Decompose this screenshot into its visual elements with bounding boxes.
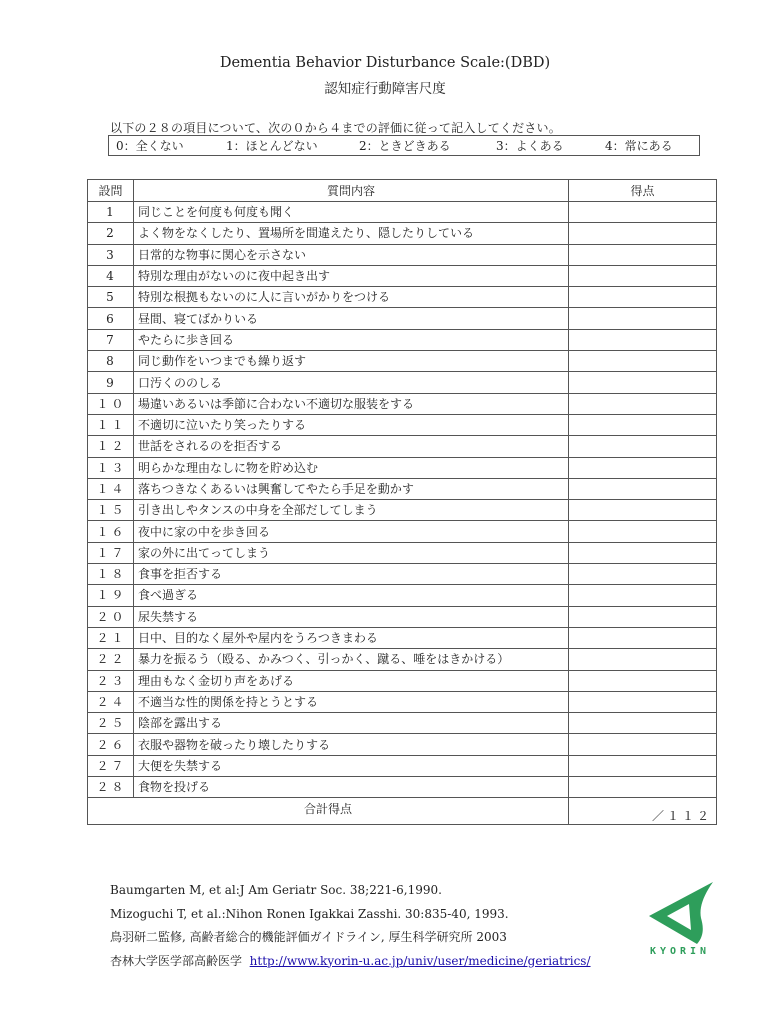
title-japanese: 認知症行動障害尺度 [324, 81, 446, 97]
table-row [88, 457, 717, 478]
score-field[interactable] [569, 457, 717, 478]
question-number: ２０ [88, 606, 134, 627]
question-number: ２２ [88, 649, 134, 670]
question-number: ２７ [88, 755, 134, 776]
score-field[interactable] [569, 223, 717, 244]
question-number: 7 [88, 329, 134, 350]
score-field[interactable] [569, 308, 717, 329]
table-row [88, 329, 717, 350]
logo-text: KYORIN [649, 946, 711, 957]
question-number: 3 [88, 244, 134, 265]
table-row [88, 521, 717, 542]
question-number: ２４ [88, 691, 134, 712]
question-text: 日中、目的なく屋外や屋内をうろつきまわる [134, 627, 569, 648]
score-field[interactable] [569, 585, 717, 606]
question-number: １４ [88, 478, 134, 499]
table-row [88, 670, 717, 691]
score-field[interactable] [569, 393, 717, 414]
question-number: ２５ [88, 713, 134, 734]
score-field[interactable] [569, 713, 717, 734]
table-row [88, 564, 717, 585]
table-row [88, 308, 717, 329]
table-row [88, 351, 717, 372]
question-text: 食事を拒否する [134, 564, 569, 585]
question-text: 不適切に泣いたり笑ったりする [134, 414, 569, 435]
question-text: 暴力を振るう（殴る、かみつく、引っかく、蹴る、唾をはきかける） [134, 649, 569, 670]
table-row [88, 755, 717, 776]
question-text: 衣服や器物を破ったり壊したりする [134, 734, 569, 755]
question-text: 落ちつきなくあるいは興奮してやたら手足を動かす [134, 478, 569, 499]
question-text: 尿失禁する [134, 606, 569, 627]
score-field[interactable] [569, 521, 717, 542]
question-number: ２３ [88, 670, 134, 691]
question-text: 日常的な物事に関心を示さない [134, 244, 569, 265]
question-number: １９ [88, 585, 134, 606]
question-number: ２１ [88, 627, 134, 648]
question-number: ２８ [88, 777, 134, 798]
scale-0: 0：全くない [116, 139, 184, 153]
table-row [88, 585, 717, 606]
question-text: 場違いあるいは季節に合わない不適切な服装をする [134, 393, 569, 414]
reference-1: Baumgarten M, et al:J Am Geriatr Soc. 38;221-6,1990. [110, 883, 442, 897]
title-english: Dementia Behavior Disturbance Scale:(DBD) [219, 55, 551, 71]
table-row [88, 202, 717, 223]
question-text: 陰部を露出する [134, 713, 569, 734]
question-number: 9 [88, 372, 134, 393]
score-field[interactable] [569, 564, 717, 585]
question-text: 引き出しやタンスの中身を全部だしてしまう [134, 500, 569, 521]
table-row [88, 393, 717, 414]
score-field[interactable] [569, 627, 717, 648]
question-text: 家の外に出てってしまう [134, 542, 569, 563]
question-text: よく物をなくしたり、置場所を間違えたり、隠したりしている [134, 223, 569, 244]
table-row [88, 627, 717, 648]
score-field[interactable] [569, 755, 717, 776]
question-number: １７ [88, 542, 134, 563]
scale-legend [108, 135, 700, 156]
question-number: ２６ [88, 734, 134, 755]
question-number: 8 [88, 351, 134, 372]
scale-4: 4：常にある [605, 139, 673, 153]
question-text: 同じ動作をいつまでも繰り返す [134, 351, 569, 372]
question-number: 1 [88, 202, 134, 223]
question-text: 食物を投げる [134, 777, 569, 798]
total-label: 合計得点 [88, 798, 569, 825]
question-text: 昼間、寝てばかりいる [134, 308, 569, 329]
score-field[interactable] [569, 414, 717, 435]
question-text: 同じことを何度も何度も聞く [134, 202, 569, 223]
table-row [88, 436, 717, 457]
table-row [88, 287, 717, 308]
header-question: 質問内容 [134, 180, 569, 202]
instruction-text: 以下の２８の項目について、次の０から４までの評価に従って記入してください。 [110, 121, 561, 135]
table-row [88, 649, 717, 670]
department-name: 杏林大学医学部高齢医学 [110, 953, 243, 968]
scale-1: 1：ほとんどない [226, 139, 318, 153]
total-score-field[interactable]: ／１１２ [569, 798, 717, 825]
question-text: 大便を失禁する [134, 755, 569, 776]
table-row [88, 372, 717, 393]
question-text: やたらに歩き回る [134, 329, 569, 350]
question-number: １２ [88, 436, 134, 457]
table-row [88, 777, 717, 798]
score-field[interactable] [569, 777, 717, 798]
table-row [88, 244, 717, 265]
question-text: 明らかな理由なしに物を貯め込む [134, 457, 569, 478]
table-header [88, 180, 717, 202]
reference-3: 鳥羽研二監修, 高齢者総合的機能評価ガイドライン, 厚生科学研究所 2003 [110, 930, 507, 944]
score-field[interactable] [569, 202, 717, 223]
question-number: 4 [88, 265, 134, 286]
score-field[interactable] [569, 542, 717, 563]
question-number: １８ [88, 564, 134, 585]
question-number: １３ [88, 457, 134, 478]
question-text: 理由もなく金切り声をあげる [134, 670, 569, 691]
table-row [88, 414, 717, 435]
footer-line [110, 950, 591, 974]
question-number: 5 [88, 287, 134, 308]
question-text: 食べ過ぎる [134, 585, 569, 606]
scale-3: 3：よくある [496, 139, 564, 153]
question-text: 不適当な性的関係を持とうとする [134, 691, 569, 712]
table-row [88, 500, 717, 521]
score-field[interactable] [569, 606, 717, 627]
score-field[interactable] [569, 436, 717, 457]
table-row [88, 691, 717, 712]
question-text: 口汚くののしる [134, 372, 569, 393]
table-row [88, 734, 717, 755]
score-field[interactable] [569, 329, 717, 350]
question-number: １０ [88, 393, 134, 414]
question-number: １１ [88, 414, 134, 435]
score-field[interactable] [569, 478, 717, 499]
score-field[interactable] [569, 265, 717, 286]
table-row [88, 542, 717, 563]
question-text: 特別な根拠もないのに人に言いがかりをつける [134, 287, 569, 308]
question-text: 夜中に家の中を歩き回る [134, 521, 569, 542]
score-field[interactable] [569, 691, 717, 712]
question-number: １６ [88, 521, 134, 542]
score-field[interactable] [569, 649, 717, 670]
question-number: 6 [88, 308, 134, 329]
header-no: 設問 [88, 180, 134, 202]
department-link[interactable]: http://www.kyorin-u.ac.jp/univ/user/medicine/geriatrics/ [249, 953, 591, 968]
table-row [88, 223, 717, 244]
score-field[interactable] [569, 372, 717, 393]
question-number: １５ [88, 500, 134, 521]
scale-2: 2：ときどきある [359, 139, 451, 153]
table-row [88, 478, 717, 499]
question-text: 世話をされるのを拒否する [134, 436, 569, 457]
total-row [88, 798, 717, 825]
table-row [88, 606, 717, 627]
score-field[interactable] [569, 351, 717, 372]
table-row [88, 265, 717, 286]
reference-2: Mizoguchi T, et al.:Nihon Ronen Igakkai Zasshi. 30:835-40, 1993. [110, 906, 509, 921]
score-field[interactable] [569, 670, 717, 691]
references [110, 879, 591, 973]
score-field[interactable] [569, 244, 717, 265]
table-row [88, 713, 717, 734]
score-field[interactable] [569, 734, 717, 755]
question-number: 2 [88, 223, 134, 244]
question-text: 特別な理由がないのに夜中起き出す [134, 265, 569, 286]
score-field[interactable] [569, 500, 717, 521]
score-field[interactable] [569, 287, 717, 308]
dbd-table [87, 179, 717, 825]
header-score: 得点 [569, 180, 717, 202]
